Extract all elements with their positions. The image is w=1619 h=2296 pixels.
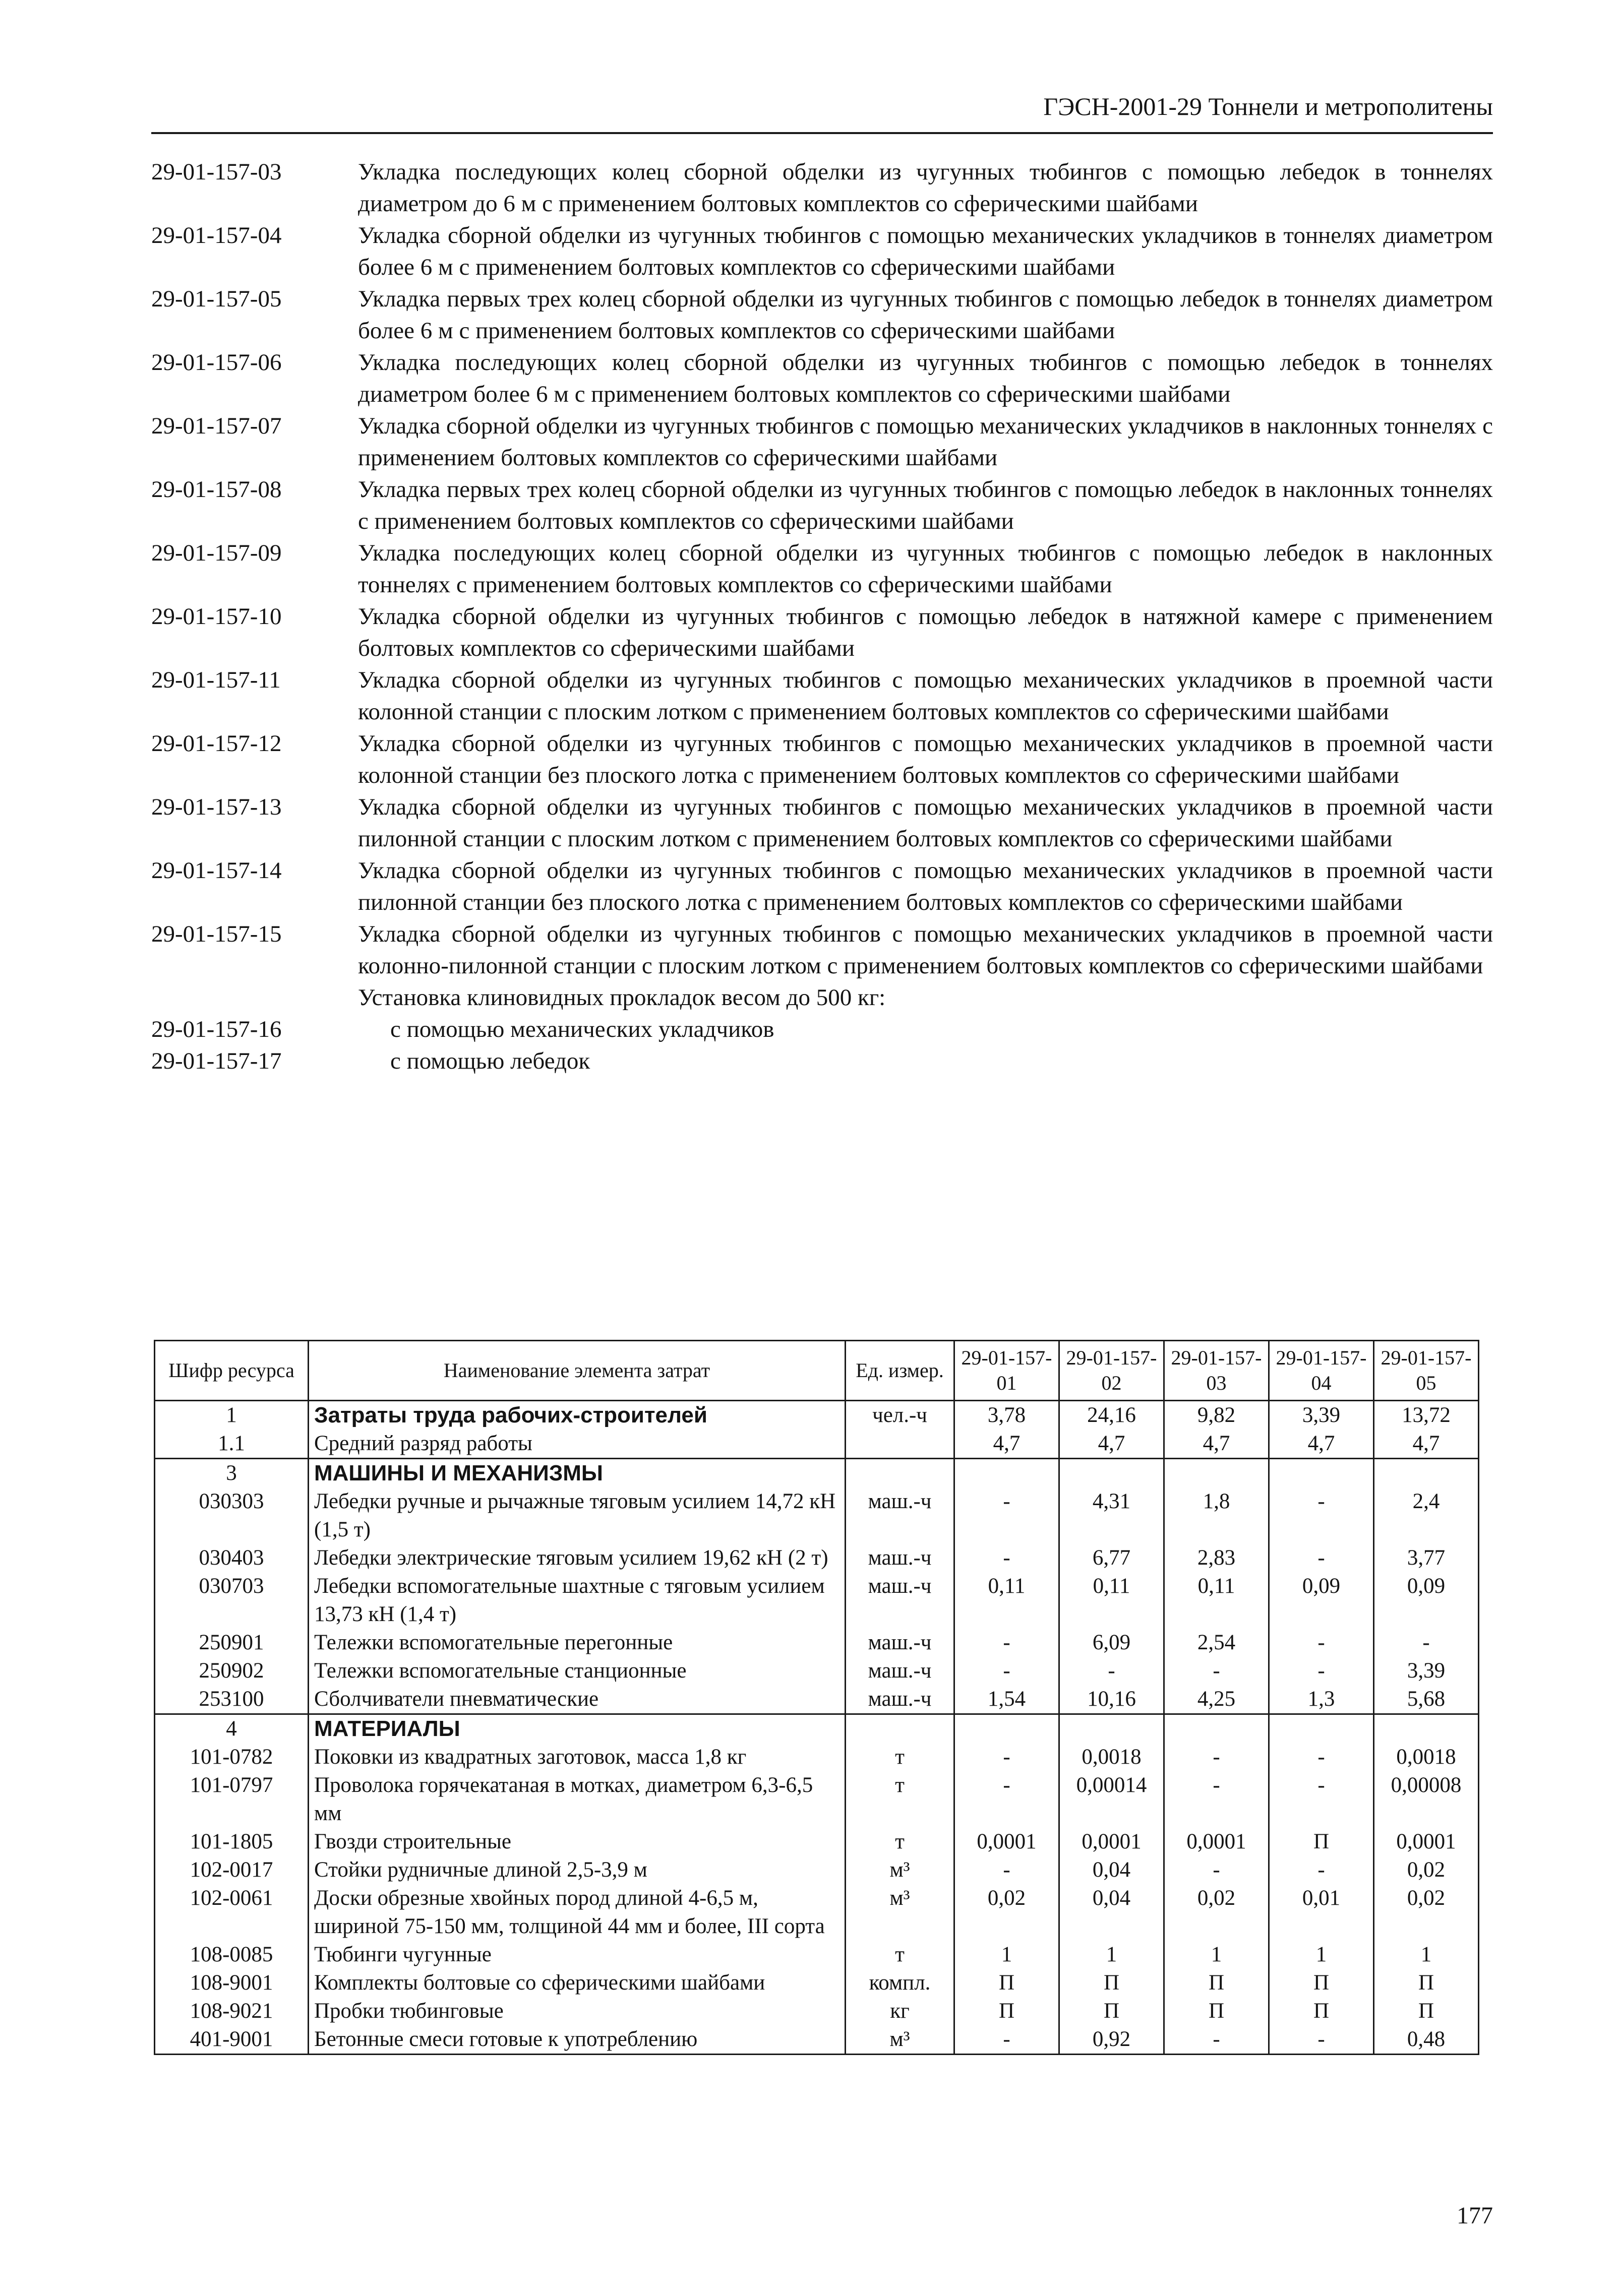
norm-description: с помощью механических укладчиков (390, 1016, 774, 1042)
norm-entry (151, 537, 1493, 601)
header-norm: 29-01-157-03 (1164, 1341, 1269, 1401)
table-header-row (155, 1341, 1479, 1401)
cell-unit: м³ (846, 2025, 954, 2055)
cell-value: 2,54 (1164, 1629, 1269, 1657)
cell-value: 0,48 (1374, 2025, 1479, 2055)
norm-code: 29-01-157-13 (151, 794, 282, 820)
cell-value: 3,39 (1374, 1657, 1479, 1685)
cell-code: 253100 (155, 1685, 309, 1714)
norm-description: Укладка сборной обделки из чугунных тюбингов с помощью механических укладчиков в проемной части колонно-пилонной станции с плоским лотком с применением болтовых комплектов со сферическими шайбами (358, 921, 1493, 979)
cell-unit (846, 1714, 954, 1744)
table-row (155, 1401, 1479, 1430)
cell-value: 0,01 (1269, 1884, 1374, 1941)
cell-value (1164, 1459, 1269, 1488)
norm-code: 29-01-157-06 (151, 349, 282, 376)
cell-value: П (1374, 1969, 1479, 1997)
cell-code: 102-0061 (155, 1884, 309, 1941)
cell-value (954, 1714, 1059, 1744)
table-row (155, 1771, 1479, 1828)
norm-group-heading (151, 982, 1493, 1014)
cell-value: 0,02 (1164, 1884, 1269, 1941)
resource-table (154, 1340, 1479, 2055)
cell-name: Комплекты болтовые со сферическими шайбами (309, 1969, 846, 1997)
norm-description: Укладка первых трех колец сборной обделки из чугунных тюбингов с помощью лебедок в наклонных тоннелях с применением болтовых комплектов со сферическими шайбами (358, 476, 1493, 534)
cell-value (1059, 1714, 1164, 1744)
section-row (155, 1714, 1479, 1744)
norm-entry (151, 410, 1493, 474)
cell-value: 10,16 (1059, 1685, 1164, 1714)
header-rule (151, 132, 1493, 134)
norm-code: 29-01-157-11 (151, 667, 281, 693)
cell-name: Проволока горячекатаная в мотках, диаметром 6,3-6,5 мм (309, 1771, 846, 1828)
cell-value: - (1269, 1629, 1374, 1657)
cell-name: Доски обрезные хвойных пород длиной 4-6,5 м, шириной 75-150 мм, толщиной 44 мм и более, III сорта (309, 1884, 846, 1941)
cell-value: 1 (954, 1941, 1059, 1969)
cell-value: - (1164, 2025, 1269, 2055)
cell-value: 0,02 (954, 1884, 1059, 1941)
table-row (155, 1856, 1479, 1884)
cell-value: 0,11 (954, 1572, 1059, 1629)
table-row (155, 1657, 1479, 1685)
table-row (155, 1629, 1479, 1657)
cell-value: - (1269, 1487, 1374, 1544)
norm-code: 29-01-157-14 (151, 857, 282, 884)
cell-code: 4 (155, 1714, 309, 1744)
cell-unit: т (846, 1743, 954, 1771)
norm-subentry (151, 1045, 1493, 1077)
cell-value: 0,09 (1374, 1572, 1479, 1629)
cell-code: 101-1805 (155, 1828, 309, 1856)
cell-value: 0,0018 (1374, 1743, 1479, 1771)
cell-value: 4,25 (1164, 1685, 1269, 1714)
cell-value: 0,00014 (1059, 1771, 1164, 1828)
cell-name: Поковки из квадратных заготовок, масса 1,8 кг (309, 1743, 846, 1771)
norm-entry (151, 220, 1493, 283)
cell-value: - (1269, 1856, 1374, 1884)
norm-entry (151, 156, 1493, 220)
header-unit: Ед. измер. (846, 1341, 954, 1401)
cell-value: 1,8 (1164, 1487, 1269, 1544)
cell-code: 3 (155, 1459, 309, 1488)
norm-description: Укладка сборной обделки из чугунных тюбингов с помощью механических укладчиков в проемной части колонной станции с плоским лотком с применением болтовых комплектов со сферическими шайбами (358, 667, 1493, 725)
cell-name: Бетонные смеси готовые к употреблению (309, 2025, 846, 2055)
norm-entry (151, 283, 1493, 347)
cell-value: 2,83 (1164, 1544, 1269, 1572)
cell-value: 4,31 (1059, 1487, 1164, 1544)
norm-entry (151, 664, 1493, 728)
norm-code: 29-01-157-07 (151, 413, 282, 439)
header-norm: 29-01-157-01 (954, 1341, 1059, 1401)
norm-entry (151, 728, 1493, 791)
cell-value: - (1269, 1657, 1374, 1685)
norm-description: с помощью лебедок (390, 1048, 590, 1074)
cell-name: Лебедки вспомогательные шахтные с тяговым усилием 13,73 кН (1,4 т) (309, 1572, 846, 1629)
cell-value: 3,78 (954, 1401, 1059, 1430)
cell-code: 108-9021 (155, 1997, 309, 2025)
cell-value: 4,7 (1269, 1430, 1374, 1459)
cell-value (1059, 1459, 1164, 1488)
cell-value: 1 (1269, 1941, 1374, 1969)
cell-value: 6,09 (1059, 1629, 1164, 1657)
cell-value: 0,02 (1374, 1884, 1479, 1941)
table-row (155, 1572, 1479, 1629)
cell-value: - (954, 1856, 1059, 1884)
norm-entry (151, 601, 1493, 664)
table-row (155, 1969, 1479, 1997)
cell-name: Лебедки ручные и рычажные тяговым усилием 14,72 кН (1,5 т) (309, 1487, 846, 1544)
norm-code: 29-01-157-12 (151, 730, 282, 757)
cell-code: 030403 (155, 1544, 309, 1572)
cell-value: 0,0018 (1059, 1743, 1164, 1771)
cell-name: Лебедки электрические тяговым усилием 19,62 кН (2 т) (309, 1544, 846, 1572)
cell-value: - (1164, 1856, 1269, 1884)
norm-entry (151, 474, 1493, 537)
cell-code: 1 (155, 1401, 309, 1430)
cell-value: П (1164, 1997, 1269, 2025)
cell-unit (846, 1430, 954, 1459)
table-row (155, 1487, 1479, 1544)
cell-name: Пробки тюбинговые (309, 1997, 846, 2025)
cell-value (1164, 1714, 1269, 1744)
cell-code: 108-9001 (155, 1969, 309, 1997)
table-row (155, 1743, 1479, 1771)
cell-value: П (954, 1997, 1059, 2025)
cell-value: - (1269, 1544, 1374, 1572)
norm-description: Укладка сборной обделки из чугунных тюбингов с помощью механических укладчиков в тоннелях диаметром более 6 м с применением болтовых комплектов со сферическими шайбами (358, 222, 1493, 280)
cell-value: 1,54 (954, 1685, 1059, 1714)
cell-value: 24,16 (1059, 1401, 1164, 1430)
cell-value: 0,0001 (954, 1828, 1059, 1856)
norm-code: 29-01-157-05 (151, 286, 282, 312)
norm-code: 29-01-157-09 (151, 540, 282, 566)
cell-unit: маш.-ч (846, 1487, 954, 1544)
cell-value: 0,0001 (1164, 1828, 1269, 1856)
cell-value: 9,82 (1164, 1401, 1269, 1430)
cell-name: Затраты труда рабочих-строителей (309, 1401, 846, 1430)
cell-value: - (1164, 1771, 1269, 1828)
norm-description: Укладка последующих колец сборной обделки из чугунных тюбингов с помощью лебедок в тоннелях диаметром до 6 м с применением болтовых комплектов со сферическими шайбами (358, 159, 1493, 217)
norm-description: Укладка первых трех колец сборной обделки из чугунных тюбингов с помощью лебедок в тоннелях диаметром более 6 м с применением болтовых комплектов со сферическими шайбами (358, 286, 1493, 344)
cell-value: - (1059, 1657, 1164, 1685)
cell-name: Гвозди строительные (309, 1828, 846, 1856)
cell-value: - (1374, 1629, 1479, 1657)
table-row (155, 1828, 1479, 1856)
norm-description: Укладка последующих колец сборной обделки из чугунных тюбингов с помощью лебедок в наклонных тоннелях с применением болтовых комплектов со сферическими шайбами (358, 540, 1493, 598)
cell-unit: маш.-ч (846, 1685, 954, 1714)
cell-value: - (954, 1629, 1059, 1657)
norm-description: Укладка сборной обделки из чугунных тюбингов с помощью механических укладчиков в проемной части пилонной станции без плоского лотка с применением болтовых комплектов со сферическими шайбами (358, 857, 1493, 915)
cell-value: 0,00008 (1374, 1771, 1479, 1828)
norm-entry (151, 855, 1493, 918)
cell-name: Тележки вспомогательные перегонные (309, 1629, 846, 1657)
cell-unit: т (846, 1941, 954, 1969)
norm-description: Укладка последующих колец сборной обделки из чугунных тюбингов с помощью лебедок в тоннелях диаметром более 6 м с применением болтовых комплектов со сферическими шайбами (358, 349, 1493, 407)
cell-value: - (954, 1771, 1059, 1828)
table-row (155, 2025, 1479, 2055)
cell-unit: м³ (846, 1884, 954, 1941)
cell-value: 4,7 (954, 1430, 1059, 1459)
norm-code: 29-01-157-04 (151, 222, 282, 249)
running-header: ГЭСН-2001-29 Тоннели и метрополитены (1043, 92, 1493, 120)
cell-name: Тележки вспомогательные станционные (309, 1657, 846, 1685)
cell-value: П (1269, 1997, 1374, 2025)
cell-unit: компл. (846, 1969, 954, 1997)
norm-code: 29-01-157-15 (151, 921, 282, 947)
header-name: Наименование элемента затрат (309, 1341, 846, 1401)
section-title: МАШИНЫ И МЕХАНИЗМЫ (309, 1459, 846, 1488)
header-code: Шифр ресурса (155, 1341, 309, 1401)
cell-name: Средний разряд работы (309, 1430, 846, 1459)
page-number: 177 (1457, 2202, 1493, 2229)
cell-value: 13,72 (1374, 1401, 1479, 1430)
norm-code: 29-01-157-03 (151, 159, 282, 185)
norm-code: 29-01-157-08 (151, 476, 282, 503)
cell-value (1374, 1714, 1479, 1744)
cell-name: Сболчиватели пневматические (309, 1685, 846, 1714)
cell-unit: маш.-ч (846, 1657, 954, 1685)
cell-value: 1,3 (1269, 1685, 1374, 1714)
cell-code: 401-9001 (155, 2025, 309, 2055)
cell-unit: чел.-ч (846, 1401, 954, 1430)
cell-unit: т (846, 1771, 954, 1828)
table-row (155, 1884, 1479, 1941)
cell-value: 0,09 (1269, 1572, 1374, 1629)
cell-value: 4,7 (1374, 1430, 1479, 1459)
norm-code: 29-01-157-17 (151, 1048, 282, 1074)
cell-code: 030303 (155, 1487, 309, 1544)
cell-value: П (1164, 1969, 1269, 1997)
cell-value (1374, 1459, 1479, 1488)
header-norm: 29-01-157-04 (1269, 1341, 1374, 1401)
cell-unit: кг (846, 1997, 954, 2025)
cell-unit: маш.-ч (846, 1544, 954, 1572)
cell-value: 0,04 (1059, 1856, 1164, 1884)
norm-code: 29-01-157-10 (151, 603, 282, 630)
table-row (155, 1685, 1479, 1714)
cell-unit: т (846, 1828, 954, 1856)
norm-list (151, 156, 1493, 1077)
cell-value: - (954, 1657, 1059, 1685)
cell-value: - (1164, 1743, 1269, 1771)
cell-value: 0,0001 (1059, 1828, 1164, 1856)
cell-value: 3,77 (1374, 1544, 1479, 1572)
norm-description: Укладка сборной обделки из чугунных тюбингов с помощью механических укладчиков в проемной части колонной станции без плоского лотка с применением болтовых комплектов со сферическими шайбами (358, 730, 1493, 788)
norm-description: Укладка сборной обделки из чугунных тюбингов с помощью механических укладчиков в проемной части пилонной станции с плоским лотком с применением болтовых комплектов со сферическими шайбами (358, 794, 1493, 852)
cell-value: 0,11 (1059, 1572, 1164, 1629)
norm-subentry (151, 1014, 1493, 1045)
cell-value: 1 (1059, 1941, 1164, 1969)
cell-value: - (954, 1743, 1059, 1771)
section-title: МАТЕРИАЛЫ (309, 1714, 846, 1744)
cell-unit: маш.-ч (846, 1572, 954, 1629)
cell-code: 108-0085 (155, 1941, 309, 1969)
section-row (155, 1459, 1479, 1488)
cell-value: - (954, 2025, 1059, 2055)
cell-unit (846, 1459, 954, 1488)
cell-value (954, 1459, 1059, 1488)
cell-value: - (1164, 1657, 1269, 1685)
cell-value: 0,04 (1059, 1884, 1164, 1941)
cell-unit: м³ (846, 1856, 954, 1884)
cell-value: - (1269, 1743, 1374, 1771)
norm-description: Установка клиновидных прокладок весом до 500 кг: (358, 984, 886, 1011)
cell-value: П (954, 1969, 1059, 1997)
cell-code: 102-0017 (155, 1856, 309, 1884)
header-norm: 29-01-157-02 (1059, 1341, 1164, 1401)
cell-value: - (1269, 2025, 1374, 2055)
cell-name: Стойки рудничные длиной 2,5-3,9 м (309, 1856, 846, 1884)
cell-value: 1 (1164, 1941, 1269, 1969)
cell-value: - (1269, 1771, 1374, 1828)
cell-value: 4,7 (1164, 1430, 1269, 1459)
norm-entry (151, 347, 1493, 410)
cell-code: 101-0797 (155, 1771, 309, 1828)
cell-value: 0,92 (1059, 2025, 1164, 2055)
cell-value: 0,0001 (1374, 1828, 1479, 1856)
cell-value: П (1374, 1997, 1479, 2025)
norm-description: Укладка сборной обделки из чугунных тюбингов с помощью лебедок в натяжной камере с применением болтовых комплектов со сферическими шайбами (358, 603, 1493, 661)
cell-value: 4,7 (1059, 1430, 1164, 1459)
cell-value: П (1059, 1969, 1164, 1997)
cell-value: 5,68 (1374, 1685, 1479, 1714)
cell-value: 6,77 (1059, 1544, 1164, 1572)
table-row (155, 1430, 1479, 1459)
cell-value: 1 (1374, 1941, 1479, 1969)
table-row (155, 1997, 1479, 2025)
norm-description: Укладка сборной обделки из чугунных тюбингов с помощью механических укладчиков в наклонных тоннелях с применением болтовых комплектов со сферическими шайбами (358, 413, 1493, 471)
cell-value: - (954, 1544, 1059, 1572)
cell-value: П (1059, 1997, 1164, 2025)
cell-unit: маш.-ч (846, 1629, 954, 1657)
cell-value (1269, 1459, 1374, 1488)
norm-code: 29-01-157-16 (151, 1016, 282, 1042)
table-row (155, 1544, 1479, 1572)
norm-entry (151, 791, 1493, 855)
header-norm: 29-01-157-05 (1374, 1341, 1479, 1401)
cell-code: 1.1 (155, 1430, 309, 1459)
cell-value: 0,11 (1164, 1572, 1269, 1629)
cell-value: П (1269, 1828, 1374, 1856)
cell-code: 250901 (155, 1629, 309, 1657)
cell-code: 030703 (155, 1572, 309, 1629)
cell-value: П (1269, 1969, 1374, 1997)
cell-name: Тюбинги чугунные (309, 1941, 846, 1969)
cell-value: 3,39 (1269, 1401, 1374, 1430)
cell-value: 0,02 (1374, 1856, 1479, 1884)
cell-value: - (954, 1487, 1059, 1544)
cell-value (1269, 1714, 1374, 1744)
cell-value: 2,4 (1374, 1487, 1479, 1544)
table-row (155, 1941, 1479, 1969)
cell-code: 250902 (155, 1657, 309, 1685)
cell-code: 101-0782 (155, 1743, 309, 1771)
norm-entry (151, 918, 1493, 982)
